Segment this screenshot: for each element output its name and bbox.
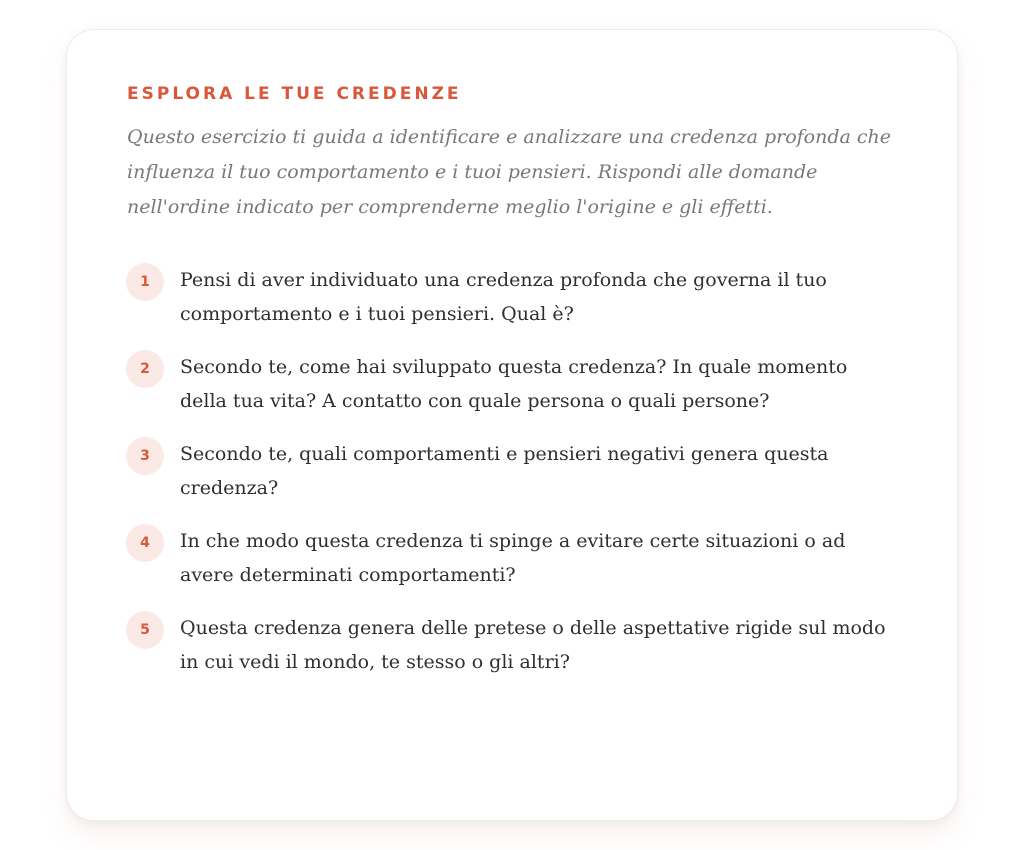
section-eyebrow: ESPLORA LE TUE CREDENZE	[127, 84, 462, 104]
question-item-1	[127, 263, 897, 331]
exercise-card	[66, 29, 958, 821]
question-text: Pensi di aver individuato una credenza profonda che governa il tuo comportamento e i tuoi pensieri. Qual è?	[180, 269, 827, 325]
question-text: Questa credenza genera delle pretese o delle aspettative rigide sul modo in cui vedi il mondo, te stesso o gli altri?	[180, 617, 886, 673]
question-list	[127, 263, 897, 679]
question-number-badge: 1	[126, 263, 164, 301]
question-item-3	[127, 437, 897, 505]
question-text: In che modo questa credenza ti spinge a evitare certe situazioni o ad avere determinati comportamenti?	[180, 530, 846, 586]
question-item-4	[127, 524, 897, 592]
intro-text: Questo esercizio ti guida a identificare e analizzare una credenza profonda che influenza il tuo comportamento e i tuoi pensieri. Rispondi alle domande nell'ordine indicato per comprenderne meglio l'origine e gli effetti.	[127, 126, 892, 218]
question-item-2	[127, 350, 897, 418]
question-number-badge: 2	[126, 350, 164, 388]
question-item-5	[127, 611, 897, 679]
question-text: Secondo te, quali comportamenti e pensieri negativi genera questa credenza?	[180, 443, 829, 499]
question-number-badge: 5	[126, 611, 164, 649]
question-text: Secondo te, come hai sviluppato questa credenza? In quale momento della tua vita? A contatto con quale persona o quali persone?	[180, 356, 848, 412]
question-number-badge: 4	[126, 524, 164, 562]
question-number-badge: 3	[126, 437, 164, 475]
